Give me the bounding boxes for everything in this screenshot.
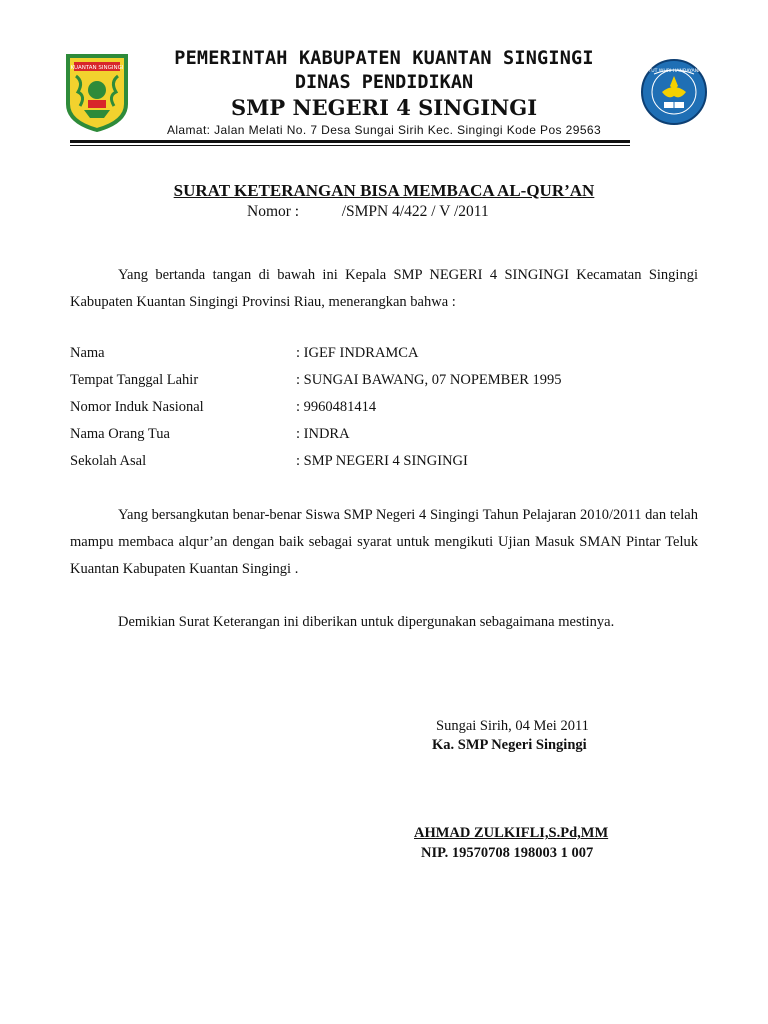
field-row-school <box>70 448 698 475</box>
field-value: : INDRA <box>296 426 350 442</box>
signature-place-date: Sungai Sirih, 04 Mei 2011 <box>436 718 589 734</box>
header-department: DINAS PENDIDIKAN <box>294 72 474 93</box>
logo-right-text: TUT WURI HANDAYANI <box>648 69 700 74</box>
field-value: : SUNGAI BAWANG, 07 NOPEMBER 1995 <box>296 372 562 388</box>
field-label: Sekolah Asal <box>70 453 147 469</box>
header-divider-thick <box>70 140 630 143</box>
body-paragraph: Yang bersangkutan benar-benar Siswa SMP Negeri 4 Singingi Tahun Pelajaran 2010/2011 dan telah mampu membaca alqur’an dengan baik sebagai syarat untuk mengikuti Ujian Masuk SMAN Pintar Teluk Kuantan Kabupaten Kuantan Singingi . <box>70 507 698 577</box>
letter-number: Nomor : /SMPN 4/422 / V /2011 <box>247 203 489 220</box>
field-row-nisn <box>70 394 698 421</box>
signature-office: Ka. SMP Negeri Singingi <box>432 737 587 753</box>
field-label: Nama <box>70 345 105 361</box>
header-government: PEMERINTAH KABUPATEN KUANTAN SINGINGI <box>174 48 594 69</box>
field-label: Tempat Tanggal Lahir <box>70 372 199 388</box>
field-value: : 9960481414 <box>296 399 377 415</box>
closing-paragraph: Demikian Surat Keterangan ini diberikan untuk dipergunakan sebagaimana mestinya. <box>118 614 615 630</box>
intro-paragraph: Yang bertanda tangan di bawah ini Kepala SMP NEGERI 4 SINGINGI Kecamatan Singingi Kabupaten Kuantan Singingi Provinsi Riau, menerangkan bahwa : <box>70 267 698 310</box>
logo-left-text: KUANTAN SINGINGI <box>70 65 124 71</box>
field-row-parent <box>70 421 698 448</box>
field-label: Nama Orang Tua <box>70 426 170 442</box>
signatory-nip: NIP. 19570708 198003 1 007 <box>421 845 594 861</box>
field-value: : IGEF INDRAMCA <box>296 345 419 361</box>
field-row-birth <box>70 367 698 394</box>
header-address: Alamat: Jalan Melati No. 7 Desa Sungai Sirih Kec. Singingi Kode Pos 29563 <box>166 123 602 137</box>
field-label: Nomor Induk Nasional <box>70 399 204 415</box>
field-value: : SMP NEGERI 4 SINGINGI <box>296 453 468 469</box>
letter-title: SURAT KETERANGAN BISA MEMBACA AL-QUR’AN <box>173 181 595 200</box>
signatory-name: AHMAD ZULKIFLI,S.Pd,MM <box>414 825 609 841</box>
header-school-name: SMP NEGERI 4 SINGINGI <box>230 95 538 120</box>
field-row-nama <box>70 340 698 367</box>
header-divider-thin <box>70 145 630 146</box>
